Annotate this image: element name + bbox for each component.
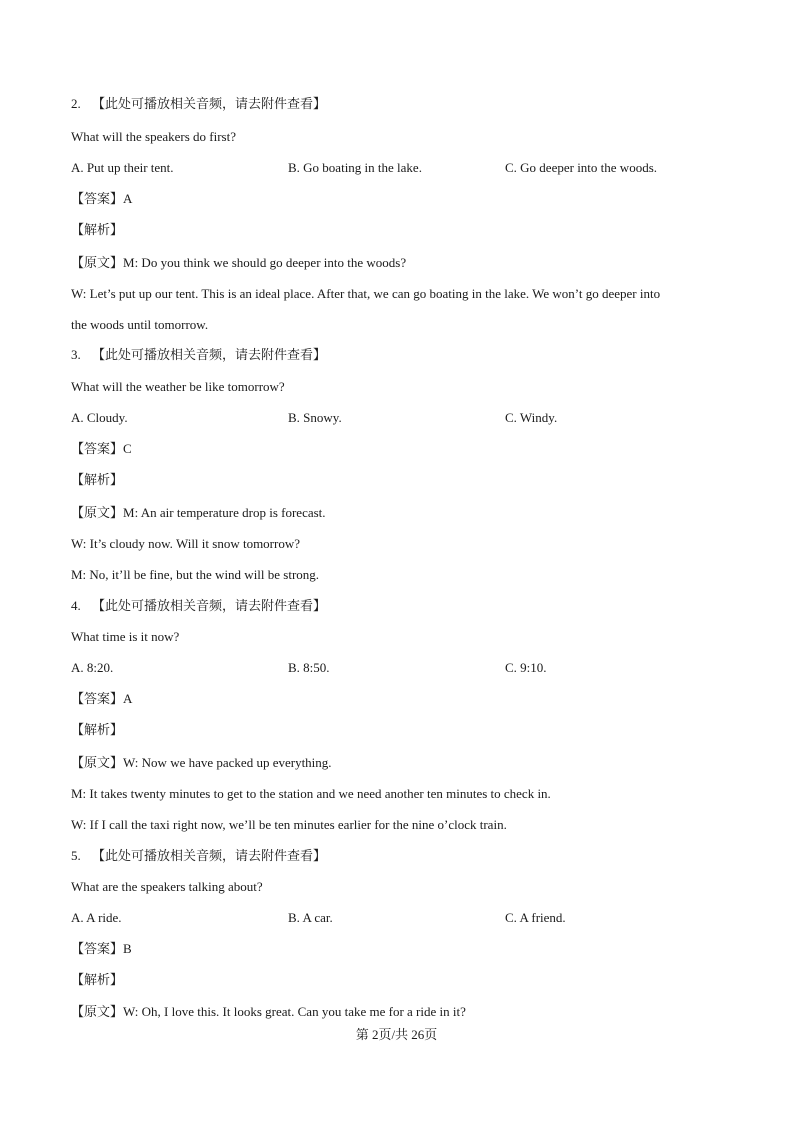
answer-label: 【答案】 [71, 191, 124, 206]
transcript-text: W: If I call the taxi right now, we’ll be ten minutes earlier for the nine o’clock train. [71, 817, 507, 832]
answer-line [71, 191, 132, 207]
answer-line [71, 941, 132, 957]
question-2-header [71, 96, 326, 112]
question-3-header [71, 347, 326, 363]
answer-line [71, 691, 132, 707]
option-a: A. A ride. [71, 910, 122, 925]
analysis-label: 【解析】 [71, 222, 124, 237]
transcript-text: W: Let’s put up our tent. This is an ideal place. After that, we can go boating in the lake. We won’t go deeper into [71, 286, 661, 301]
option-b: B. Go boating in the lake. [288, 160, 422, 175]
answer-line [71, 441, 132, 457]
option-b: B. Snowy. [288, 410, 342, 425]
question-prompt: What will the speakers do first? [71, 129, 236, 144]
page-footer: 第 2页/共 26页 [355, 1027, 438, 1042]
question-prompt: What are the speakers talking about? [71, 879, 263, 894]
option-b: B. A car. [288, 910, 333, 925]
answer-value: B [123, 941, 132, 956]
question-number: 5. [71, 848, 81, 863]
option-c: C. 9:10. [505, 660, 547, 675]
transcript-text: W: Oh, I love this. It looks great. Can you take me for a ride in it? [123, 1004, 466, 1019]
question-prompt: What will the weather be like tomorrow? [71, 379, 285, 394]
transcript-label: 【原文】 [71, 505, 124, 520]
analysis-label: 【解析】 [71, 472, 124, 487]
option-b: B. 8:50. [288, 660, 330, 675]
audio-note: 【此处可播放相关音频，请去附件查看】 [92, 96, 327, 111]
transcript-line [71, 755, 332, 771]
audio-note: 【此处可播放相关音频，请去附件查看】 [92, 848, 327, 863]
option-c: C. A friend. [505, 910, 566, 925]
answer-value: C [123, 441, 132, 456]
question-4-header [71, 598, 326, 614]
transcript-text: M: Do you think we should go deeper into the woods? [123, 255, 407, 270]
question-5-header [71, 848, 326, 864]
transcript-label: 【原文】 [71, 255, 124, 270]
question-number: 2. [71, 96, 81, 111]
question-prompt: What time is it now? [71, 629, 180, 644]
transcript-text: M: An air temperature drop is forecast. [123, 505, 326, 520]
transcript-text: W: It’s cloudy now. Will it snow tomorrow? [71, 536, 300, 551]
answer-value: A [123, 191, 133, 206]
audio-note: 【此处可播放相关音频，请去附件查看】 [92, 598, 327, 613]
option-a: A. Put up their tent. [71, 160, 174, 175]
analysis-label: 【解析】 [71, 972, 124, 987]
option-c: C. Go deeper into the woods. [505, 160, 658, 175]
answer-label: 【答案】 [71, 691, 124, 706]
answer-value: A [123, 691, 133, 706]
transcript-text: W: Now we have packed up everything. [123, 755, 332, 770]
question-number: 3. [71, 347, 81, 362]
transcript-label: 【原文】 [71, 755, 124, 770]
answer-label: 【答案】 [71, 941, 124, 956]
transcript-label: 【原文】 [71, 1004, 124, 1019]
audio-note: 【此处可播放相关音频，请去附件查看】 [92, 347, 327, 362]
question-number: 4. [71, 598, 81, 613]
answer-label: 【答案】 [71, 441, 124, 456]
analysis-label: 【解析】 [71, 722, 124, 737]
transcript-text: the woods until tomorrow. [71, 317, 209, 332]
transcript-line [71, 1004, 466, 1020]
option-c: C. Windy. [505, 410, 558, 425]
option-a: A. 8:20. [71, 660, 114, 675]
transcript-line [71, 505, 326, 521]
option-a: A. Cloudy. [71, 410, 128, 425]
transcript-text: M: It takes twenty minutes to get to the station and we need another ten minutes to check in. [71, 786, 551, 801]
transcript-line [71, 255, 406, 271]
transcript-text: M: No, it’ll be fine, but the wind will be strong. [71, 567, 320, 582]
